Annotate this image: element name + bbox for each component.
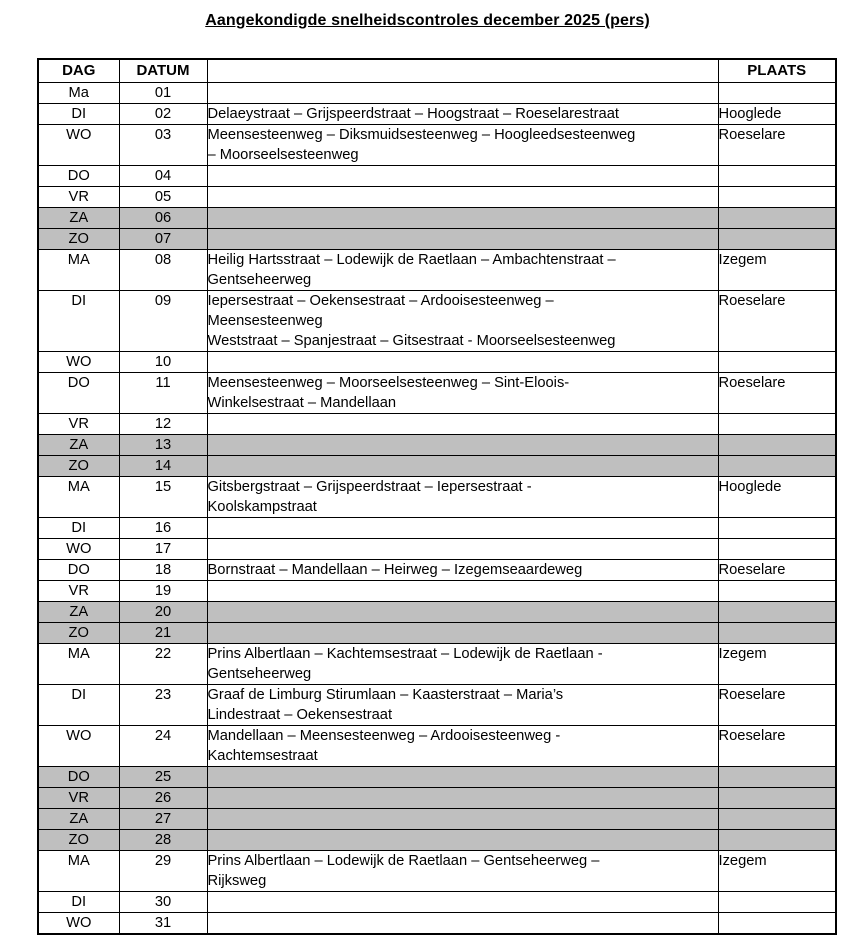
table-row — [38, 125, 836, 166]
place-cell — [718, 435, 836, 456]
street-line: Meensesteenweg – Diksmuidsesteenweg – Hoogleedsesteenweg — [207, 127, 636, 143]
day-cell: ZA — [38, 208, 119, 229]
table-row — [38, 166, 836, 187]
table-row — [38, 623, 836, 644]
streets-cell — [207, 104, 718, 125]
street-line: Delaeystraat – Grijspeerdstraat – Hoogstraat – Roeselarestraat — [207, 106, 619, 122]
date-cell: 04 — [119, 166, 207, 187]
street-line: Lindestraat – Oekensestraat — [207, 707, 393, 723]
street-line: Meensesteenweg — [207, 313, 323, 329]
date-cell: 18 — [119, 560, 207, 581]
day-cell: WO — [38, 125, 119, 166]
date-cell: 03 — [119, 125, 207, 166]
day-cell: WO — [38, 352, 119, 373]
day-cell: MA — [38, 851, 119, 892]
date-cell: 31 — [119, 913, 207, 935]
day-cell: DI — [38, 104, 119, 125]
streets-cell — [207, 623, 718, 644]
day-cell: ZO — [38, 229, 119, 250]
speed-control-schedule-table — [37, 58, 837, 935]
date-cell: 28 — [119, 830, 207, 851]
streets-cell — [207, 125, 718, 166]
table-row — [38, 602, 836, 623]
place-cell: Izegem — [718, 250, 836, 291]
table-row — [38, 435, 836, 456]
date-cell: 12 — [119, 414, 207, 435]
date-cell: 20 — [119, 602, 207, 623]
place-cell: Roeselare — [718, 373, 836, 414]
column-header-place: PLAATS — [718, 59, 836, 83]
table-row — [38, 229, 836, 250]
day-cell: MA — [38, 477, 119, 518]
place-cell — [718, 518, 836, 539]
day-cell: DI — [38, 892, 119, 913]
street-line: Winkelsestraat – Mandellaan — [207, 395, 397, 411]
day-cell: MA — [38, 250, 119, 291]
street-line: Gitsbergstraat – Grijspeerdstraat – Iepersestraat - — [207, 479, 532, 495]
day-cell: VR — [38, 414, 119, 435]
table-row — [38, 83, 836, 104]
date-cell: 29 — [119, 851, 207, 892]
table-row — [38, 373, 836, 414]
streets-cell — [207, 83, 718, 104]
day-cell: VR — [38, 788, 119, 809]
day-cell: DO — [38, 767, 119, 788]
day-cell: ZA — [38, 809, 119, 830]
streets-cell — [207, 539, 718, 560]
place-cell: Roeselare — [718, 726, 836, 767]
day-cell: DI — [38, 291, 119, 352]
date-cell: 26 — [119, 788, 207, 809]
day-cell: WO — [38, 539, 119, 560]
place-cell — [718, 83, 836, 104]
date-cell: 17 — [119, 539, 207, 560]
date-cell: 08 — [119, 250, 207, 291]
date-cell: 23 — [119, 685, 207, 726]
date-cell: 11 — [119, 373, 207, 414]
day-cell: ZO — [38, 623, 119, 644]
place-cell — [718, 767, 836, 788]
date-cell: 07 — [119, 229, 207, 250]
place-cell — [718, 229, 836, 250]
column-header-date: DATUM — [119, 59, 207, 83]
place-cell — [718, 809, 836, 830]
street-line: Mandellaan – Meensesteenweg – Ardooisesteenweg - — [207, 728, 561, 744]
place-cell — [718, 830, 836, 851]
day-cell: WO — [38, 726, 119, 767]
day-cell: ZO — [38, 830, 119, 851]
table-header-row — [38, 59, 836, 83]
streets-cell — [207, 830, 718, 851]
street-line: Bornstraat – Mandellaan – Heirweg – Izegemseaardeweg — [207, 562, 583, 578]
day-cell: ZO — [38, 456, 119, 477]
table-row — [38, 352, 836, 373]
street-line: Graaf de Limburg Stirumlaan – Kaasterstraat – Maria’s — [207, 687, 564, 703]
street-line: Rijksweg — [207, 873, 267, 889]
streets-cell — [207, 518, 718, 539]
streets-cell — [207, 229, 718, 250]
table-row — [38, 518, 836, 539]
table-row — [38, 291, 836, 352]
streets-cell — [207, 208, 718, 229]
place-cell — [718, 623, 836, 644]
place-cell — [718, 539, 836, 560]
street-line: – Moorseelsesteenweg — [207, 147, 359, 163]
streets-cell — [207, 788, 718, 809]
table-row — [38, 477, 836, 518]
place-cell — [718, 166, 836, 187]
date-cell: 16 — [119, 518, 207, 539]
streets-cell — [207, 644, 718, 685]
street-line: Gentseheerweg — [207, 272, 312, 288]
table-row — [38, 851, 836, 892]
place-cell: Roeselare — [718, 291, 836, 352]
place-cell: Roeselare — [718, 125, 836, 166]
table-row — [38, 414, 836, 435]
place-cell — [718, 414, 836, 435]
streets-cell — [207, 560, 718, 581]
day-cell: DO — [38, 166, 119, 187]
table-row — [38, 250, 836, 291]
table-row — [38, 208, 836, 229]
day-cell: ZA — [38, 602, 119, 623]
date-cell: 27 — [119, 809, 207, 830]
date-cell: 24 — [119, 726, 207, 767]
date-cell: 09 — [119, 291, 207, 352]
table-row — [38, 767, 836, 788]
place-cell — [718, 892, 836, 913]
place-cell: Roeselare — [718, 685, 836, 726]
place-cell — [718, 352, 836, 373]
street-line: Prins Albertlaan – Kachtemsestraat – Lodewijk de Raetlaan - — [207, 646, 603, 662]
street-line: Heilig Hartsstraat – Lodewijk de Raetlaan – Ambachtenstraat – — [207, 252, 616, 268]
streets-cell — [207, 456, 718, 477]
table-row — [38, 560, 836, 581]
streets-cell — [207, 250, 718, 291]
date-cell: 01 — [119, 83, 207, 104]
day-cell: DI — [38, 685, 119, 726]
day-cell: ZA — [38, 435, 119, 456]
streets-cell — [207, 726, 718, 767]
street-line: Kachtemsestraat — [207, 748, 318, 764]
place-cell — [718, 602, 836, 623]
table-row — [38, 809, 836, 830]
place-cell — [718, 208, 836, 229]
day-cell: VR — [38, 187, 119, 208]
column-header-streets — [207, 59, 718, 83]
table-row — [38, 644, 836, 685]
place-cell — [718, 456, 836, 477]
table-row — [38, 913, 836, 935]
column-header-day: DAG — [38, 59, 119, 83]
place-cell — [718, 913, 836, 935]
streets-cell — [207, 809, 718, 830]
date-cell: 30 — [119, 892, 207, 913]
table-body — [38, 83, 836, 935]
date-cell: 02 — [119, 104, 207, 125]
day-cell: VR — [38, 581, 119, 602]
streets-cell — [207, 767, 718, 788]
street-line: Meensesteenweg – Moorseelsesteenweg – Sint-Eloois- — [207, 375, 570, 391]
streets-cell — [207, 352, 718, 373]
streets-cell — [207, 291, 718, 352]
day-cell: DI — [38, 518, 119, 539]
place-cell — [718, 788, 836, 809]
place-cell — [718, 581, 836, 602]
streets-cell — [207, 435, 718, 456]
streets-cell — [207, 187, 718, 208]
streets-cell — [207, 602, 718, 623]
streets-cell — [207, 414, 718, 435]
streets-cell — [207, 373, 718, 414]
place-cell: Izegem — [718, 851, 836, 892]
table-row — [38, 685, 836, 726]
date-cell: 22 — [119, 644, 207, 685]
streets-cell — [207, 581, 718, 602]
table-row — [38, 581, 836, 602]
table-row — [38, 726, 836, 767]
date-cell: 19 — [119, 581, 207, 602]
table-row — [38, 788, 836, 809]
date-cell: 15 — [119, 477, 207, 518]
street-line: Weststraat – Spanjestraat – Gitsestraat - Moorseelsesteenweg — [207, 333, 616, 349]
date-cell: 10 — [119, 352, 207, 373]
day-cell: DO — [38, 560, 119, 581]
date-cell: 05 — [119, 187, 207, 208]
day-cell: WO — [38, 913, 119, 935]
street-line: Iepersestraat – Oekensestraat – Ardooisesteenweg – — [207, 293, 554, 309]
streets-cell — [207, 892, 718, 913]
streets-cell — [207, 851, 718, 892]
street-line: Prins Albertlaan – Lodewijk de Raetlaan – Gentseheerweg – — [207, 853, 600, 869]
place-cell: Izegem — [718, 644, 836, 685]
date-cell: 14 — [119, 456, 207, 477]
place-cell: Hooglede — [718, 104, 836, 125]
table-row — [38, 104, 836, 125]
date-cell: 25 — [119, 767, 207, 788]
place-cell: Hooglede — [718, 477, 836, 518]
day-cell: MA — [38, 644, 119, 685]
date-cell: 13 — [119, 435, 207, 456]
street-line: Gentseheerweg — [207, 666, 312, 682]
table-row — [38, 187, 836, 208]
streets-cell — [207, 166, 718, 187]
streets-cell — [207, 685, 718, 726]
table-row — [38, 456, 836, 477]
day-cell: Ma — [38, 83, 119, 104]
date-cell: 21 — [119, 623, 207, 644]
streets-cell — [207, 913, 718, 935]
table-row — [38, 539, 836, 560]
place-cell: Roeselare — [718, 560, 836, 581]
streets-cell — [207, 477, 718, 518]
place-cell — [718, 187, 836, 208]
page-title: Aangekondigde snelheidscontroles december 2025 (pers) — [205, 12, 650, 29]
street-line: Koolskampstraat — [207, 499, 317, 515]
table-row — [38, 830, 836, 851]
table-row — [38, 892, 836, 913]
day-cell: DO — [38, 373, 119, 414]
date-cell: 06 — [119, 208, 207, 229]
